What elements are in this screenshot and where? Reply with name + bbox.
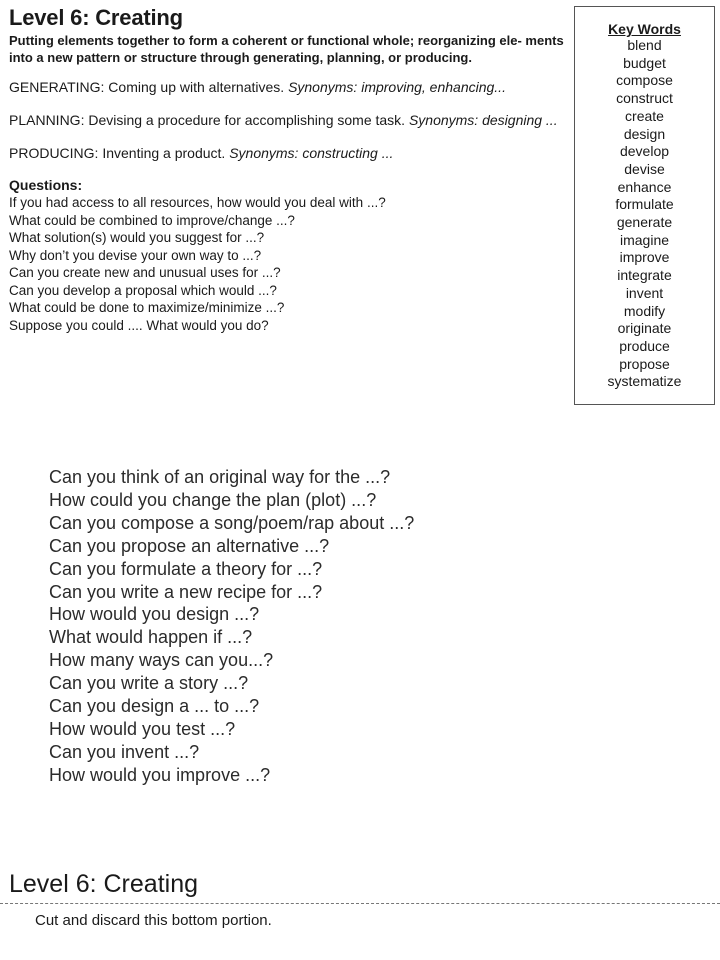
key-word: imagine (619, 231, 670, 248)
extra-question-item: How would you design ...? (49, 604, 260, 625)
extra-question-item: How could you change the plan (plot) ...? (49, 489, 377, 510)
question-item: Can you develop a proposal which would ...? (9, 282, 277, 298)
questions-list (9, 194, 564, 334)
key-words-list (575, 37, 714, 391)
key-word: integrate (617, 267, 672, 284)
extra-question-item: Can you write a story ...? (49, 673, 249, 694)
key-words-title: Key Words (608, 21, 681, 37)
extra-question-item: How many ways can you...? (49, 650, 274, 671)
question-item: What solution(s) would you suggest for ...? (9, 230, 265, 245)
page-title: Level 6: Creating (9, 5, 183, 30)
extra-question-item: Can you invent ...? (49, 741, 200, 762)
key-word: develop (619, 143, 670, 160)
extra-questions-list (49, 466, 414, 787)
extra-question-item: How would you improve ...? (49, 764, 271, 785)
category-description: GENERATING: Coming up with alternatives. (9, 79, 285, 95)
key-words-box (574, 6, 715, 405)
synonyms-values: constructing ... (302, 145, 394, 161)
category-producing (9, 144, 564, 162)
question-item: Suppose you could .... What would you do? (9, 317, 269, 333)
extra-question-item: Can you propose an alternative ...? (49, 535, 330, 556)
cut-instruction: Cut and discard this bottom portion. (35, 912, 272, 929)
key-word: design (623, 125, 666, 142)
extra-question-item: Can you design a ... to ...? (49, 696, 260, 717)
synonyms-values: improving, enhancing... (361, 79, 506, 95)
key-word: construct (616, 90, 673, 107)
synonyms-label: Synonyms: (288, 79, 358, 95)
key-word: systematize (607, 373, 682, 390)
key-word: invent (625, 284, 664, 301)
key-word: produce (619, 337, 670, 354)
level-summary (9, 4, 564, 334)
key-word: formulate (615, 196, 674, 213)
extra-question-item: Can you compose a song/poem/rap about ...? (49, 512, 415, 533)
extra-question-item: Can you formulate a theory for ...? (49, 558, 323, 579)
extra-question-item: What would happen if ...? (49, 627, 253, 648)
key-word: improve (619, 249, 670, 266)
key-word: create (625, 107, 664, 124)
key-word: enhance (617, 178, 672, 195)
category-description: PLANNING: Devising a procedure for accomplishing some task. (9, 112, 406, 128)
category-generating (9, 78, 564, 96)
key-word: modify (623, 302, 666, 319)
key-word: blend (627, 37, 662, 53)
key-word: originate (617, 320, 672, 337)
synonyms-label: Synonyms: (229, 145, 299, 161)
question-item: Why don’t you devise your own way to ...? (9, 247, 262, 263)
key-word: propose (619, 355, 670, 372)
questions-heading: Questions: (9, 177, 83, 193)
category-description: PRODUCING: Inventing a product. (9, 145, 226, 161)
question-item: Can you create new and unusual uses for ...? (9, 265, 281, 280)
question-item: If you had access to all resources, how would you deal with ...? (9, 195, 386, 210)
key-word: budget (623, 54, 666, 71)
synonyms-label: Synonyms: (408, 112, 479, 128)
extra-question-item: Can you write a new recipe for ...? (49, 581, 323, 602)
extra-question-item: Can you think of an original way for the ...? (49, 467, 391, 487)
synonyms-values: designing ... (482, 112, 558, 128)
key-word: devise (624, 160, 665, 177)
extra-question-item: How would you test ...? (49, 718, 236, 739)
question-item: What could be done to maximize/minimize ...? (9, 300, 285, 315)
level-definition: Putting elements together to form a coherent or functional whole; reorganizing ele- ments into a new pattern or structure through generating, planning, or producing. (9, 33, 564, 65)
cut-line-divider (0, 903, 720, 904)
category-planning (9, 111, 564, 129)
question-item: What could be combined to improve/change ...? (9, 212, 295, 228)
key-word: generate (616, 214, 673, 231)
footer-title: Level 6: Creating (9, 870, 199, 898)
key-word: compose (616, 72, 673, 89)
